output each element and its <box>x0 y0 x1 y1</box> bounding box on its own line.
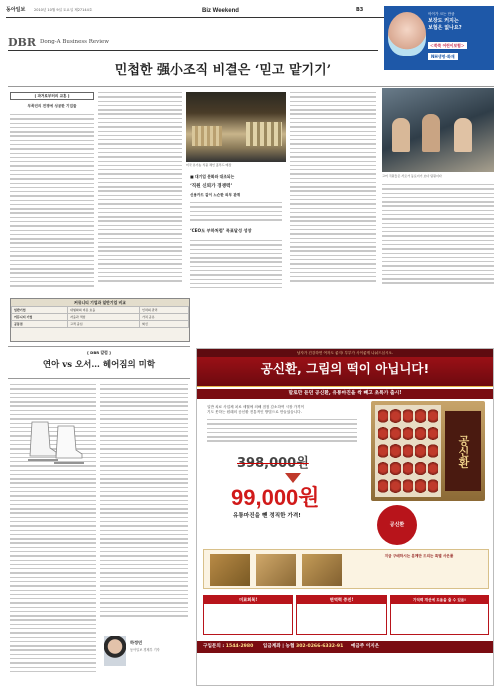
store-photo <box>186 92 286 162</box>
bank-account: 302-0266-6332-91 <box>296 644 344 649</box>
benefit-card <box>390 595 489 635</box>
page-number: B3 <box>356 7 364 13</box>
article-body-col4 <box>290 92 376 294</box>
new-price: 99,000원 <box>231 485 320 510</box>
price-arrow-icon <box>285 473 301 483</box>
gift-strip <box>203 549 489 589</box>
ad-body-text: 일반 치료 사업체 치료 세월에 의해 점점 감소하여 시장 가격이 기도 못하는 원래의 공신환 전통적인 방법으로 만들었습니다. <box>207 405 305 415</box>
dbr-subtitle: Dong-A Business Review <box>40 39 109 45</box>
ad-line-1: 아이가 크는 만큼 <box>428 12 455 16</box>
old-price: 398,000원 <box>237 456 309 471</box>
column-body-b <box>100 384 188 628</box>
table-row: 공통점 고객 중심 혁신 <box>12 321 189 328</box>
author-name: 하정민 <box>130 640 143 645</box>
skates-image <box>26 418 86 466</box>
dbr-logo: DBR <box>8 36 36 49</box>
ad-subline: 말로만 듣던 공신환, 유통마진을 싹 빼고 초특가 출시! <box>197 389 493 399</box>
article-body-col3b <box>190 240 282 294</box>
table-title: 커뮤니티 기업과 일반기업 비교 <box>11 299 189 306</box>
column-tag: [ DBR 칼럼 ] <box>87 350 111 355</box>
gift-note: 지금 구매하시는 분께만 드리는 특별 사은품 <box>384 554 454 558</box>
column-headline: 연아 vs 오서… 헤어짐의 미학 <box>42 360 156 370</box>
benefit-title: 미료회복! <box>204 596 292 604</box>
ad-line-4: ＜쑥쑥 어린이보험＞ <box>430 43 465 48</box>
benefit-title: 면역력 증진! <box>297 596 385 604</box>
article-body-col5 <box>382 184 494 294</box>
benefit-card <box>296 595 386 635</box>
ad-topline: 남자가 건강하면 여자도 좋지! 부부가 사이좋게 나눠드십시오. <box>197 349 493 357</box>
pull-quote-3: ‘CEO도 부하처럼’ 목표달성 성장 <box>190 228 252 233</box>
case-tag-box <box>10 92 94 100</box>
article-body-col3a <box>190 202 282 226</box>
benefit-row <box>203 595 489 635</box>
comparison-table <box>11 306 189 328</box>
comparison-table-box <box>10 298 190 342</box>
author-photo <box>104 636 126 666</box>
article-body-left <box>10 114 94 294</box>
price-caption: 유통마진을 뺀 정직한 가격! <box>233 513 301 519</box>
ad-body-lines <box>207 419 357 449</box>
dbr-headline: 민첩한 强小조직 비결은 ‘믿고 맡기기’ <box>114 63 332 78</box>
case-sub: 부족민의 전쟁에 성공한 기업들 <box>27 104 77 108</box>
gore-photo-caption: 고어 직원들은 서로가 동료이기 보다 팀원이다 <box>382 174 442 178</box>
seal-badge: 공신환 <box>377 505 417 545</box>
ad-headline: 공신환, 그림의 떡이 아닙니다! <box>260 361 430 376</box>
herbal-ad <box>196 348 494 686</box>
insurance-ad <box>384 6 494 70</box>
table-row: 일반기업 대형화의 비용 효율 인력의 관리 <box>12 307 189 314</box>
order-phone: 1544-2980 <box>225 644 254 649</box>
section-label: ■ 대기업 문화와 대조되는 <box>190 174 235 179</box>
benefit-title: 기억력 개선에 도움을 줄 수 있음! <box>391 596 488 604</box>
ad-line-2: 보장도 커지는 <box>428 18 459 24</box>
product-label: 공신환 <box>445 411 481 491</box>
section-name: Biz Weekend <box>202 8 239 14</box>
author-title: 동아일보 경제부 기자 <box>130 648 160 652</box>
product-box <box>371 401 485 501</box>
ad-brand: NH생명·화재 <box>428 53 458 60</box>
order-bar: 구입문의 : 1544-2980 입금계좌 | 농협 302-0266-6332-91 예금주 이지은 <box>197 641 493 653</box>
pull-quote-2: 신용카드 같이 느슨한 외부 관계 <box>190 193 241 197</box>
pull-quote-1: ‘직원 신뢰가 경쟁력’ <box>190 184 233 189</box>
baby-photo <box>388 12 426 56</box>
paper-name: 동아일보 <box>6 7 26 13</box>
table-row: 커뮤니티 기업 자율과 책임 가치 공유 <box>12 314 189 321</box>
case-tag: [ 과거로부터의 교훈 ] <box>34 94 70 98</box>
gore-photo <box>382 88 494 172</box>
article-body-col2 <box>98 92 182 294</box>
benefit-card <box>203 595 293 635</box>
ad-headline-band <box>197 357 493 387</box>
issue-date: 2010년 10월 9일 토요일 제27144호 <box>34 8 93 12</box>
store-photo-caption: 미국 유기농 식품 체인 홀푸드 매장 <box>186 163 232 167</box>
ad-line-3: 보험은 없나요? <box>428 25 462 31</box>
